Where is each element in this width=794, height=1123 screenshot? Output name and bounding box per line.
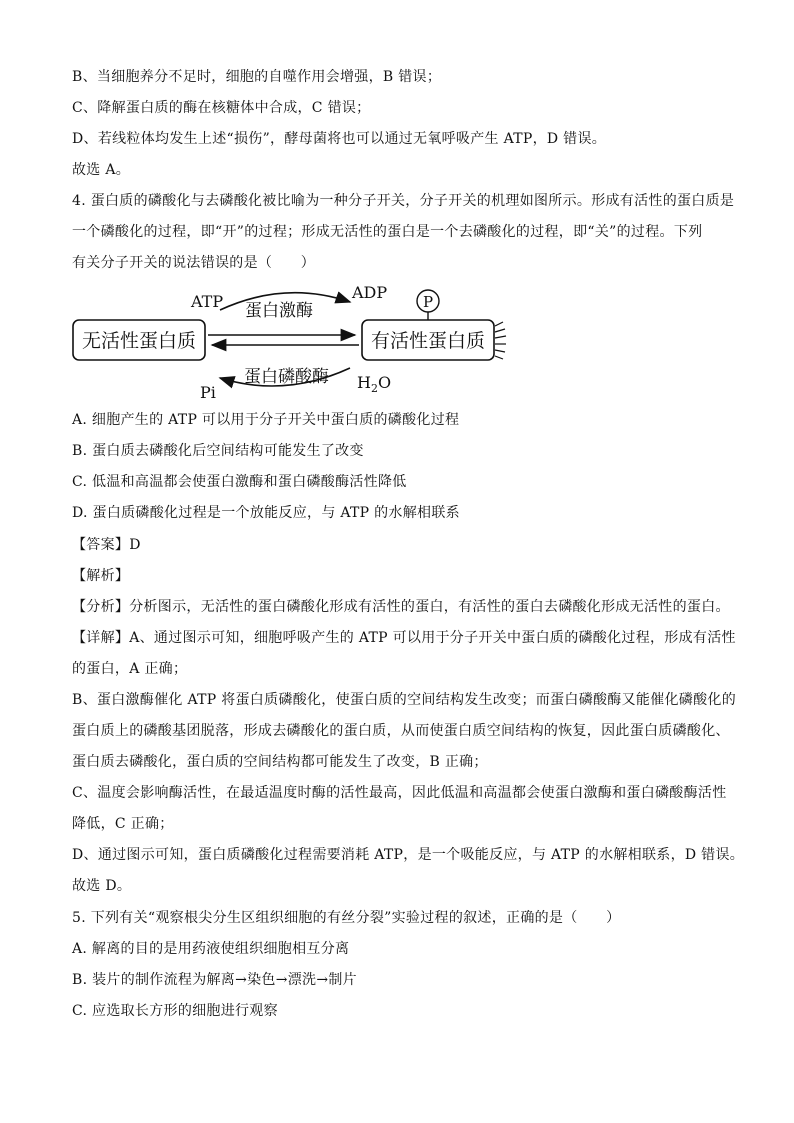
option-d: D. 蛋白质磷酸化过程是一个放能反应，与 ATP 的水解相联系 — [72, 505, 460, 521]
answer-line: 【答案】D — [72, 537, 141, 553]
option-a: A. 细胞产生的 ATP 可以用于分子开关中蛋白质的磷酸化过程 — [72, 412, 460, 428]
atp-label: ATP — [191, 292, 224, 311]
water-label: $H_2O$ — [357, 373, 392, 395]
adp-label: ADP — [352, 283, 388, 302]
phosphatase-label: 蛋白磷酸酶 — [244, 367, 329, 387]
detail-line: 的蛋白，A 正确； — [72, 661, 188, 677]
activity-rays — [495, 322, 506, 359]
kinase-label: 蛋白激酶 — [245, 301, 313, 321]
inactive-protein-label: 无活性蛋白质 — [81, 330, 197, 352]
detail-line: 蛋白质上的磷酸基团脱落，形成去磷酸化的蛋白质，从而使蛋白质空间结构的恢复，因此蛋白质磷酸化、 — [72, 723, 730, 739]
option-b: B. 装片的制作流程为解离→染色→漂洗→制片 — [72, 972, 357, 988]
detail-line: B、蛋白激酶催化 ATP 将蛋白质磷酸化，使蛋白质的空间结构发生改变；而蛋白磷酸酶又能催化磷酸化的 — [72, 692, 736, 708]
detail-line: 降低，C 正确； — [72, 816, 174, 832]
pi-label: Pi — [200, 383, 216, 402]
question-4-stem: 4. 蛋白质的磷酸化与去磷酸化被比喻为一种分子开关，分子开关的机理如图所示。形成有活性的蛋白质是 — [72, 193, 735, 209]
option-c: C. 应选取长方形的细胞进行观察 — [72, 1003, 278, 1019]
active-protein-label: 有活性蛋白质 — [370, 330, 486, 352]
detail-line: D、通过图示可知，蛋白质磷酸化过程需要消耗 ATP，是一个吸能反应，与 ATP 的水解相联系，D 错误。 — [72, 847, 745, 863]
analysis-summary: 【分析】分析图示，无活性的蛋白磷酸化形成有活性的蛋白，有活性的蛋白去磷酸化形成无活性的蛋白。 — [72, 599, 730, 615]
text-line: C、降解蛋白质的酶在核糖体中合成，C 错误； — [72, 100, 371, 116]
option-c: C. 低温和高温都会使蛋白激酶和蛋白磷酸酶活性降低 — [72, 474, 407, 490]
detail-line: 【详解】A、通过图示可知，细胞呼吸产生的 ATP 可以用于分子开关中蛋白质的磷酸化过程，形成有活性 — [72, 630, 736, 646]
detail-line: C、温度会影响酶活性，在最适温度时酶的活性最高，因此低温和高温都会使蛋白激酶和蛋白磷酸酶活性 — [72, 785, 727, 801]
answer-choice-line: 故选 D。 — [72, 878, 132, 894]
text-line: 有关分子开关的说法错误的是（ ） — [72, 255, 316, 271]
text-line: D、若线粒体均发生上述“损伤”，酵母菌将也可以通过无氧呼吸产生 ATP，D 错误。 — [72, 131, 607, 147]
analysis-heading: 【解析】 — [72, 568, 130, 584]
text-line: B、当细胞养分不足时，细胞的自噬作用会增强，B 错误； — [72, 69, 442, 85]
text-line: 一个磷酸化的过程，即“开”的过程；形成无活性的蛋白是一个去磷酸化的过程，即“关”的过程。下列 — [72, 224, 703, 240]
molecular-switch-diagram — [70, 282, 520, 404]
detail-line: 蛋白质去磷酸化，蛋白质的空间结构都可能发生了改变，B 正确； — [72, 754, 488, 770]
option-a: A. 解离的目的是用药液使组织细胞相互分离 — [72, 941, 350, 957]
phosphate-label: P — [422, 293, 434, 311]
text-line: 故选 A。 — [72, 162, 131, 178]
question-5-stem: 5. 下列有关“观察根尖分生区组织细胞的有丝分裂”实验过程的叙述，正确的是（ ） — [72, 910, 621, 926]
option-b: B. 蛋白质去磷酸化后空间结构可能发生了改变 — [72, 443, 364, 459]
